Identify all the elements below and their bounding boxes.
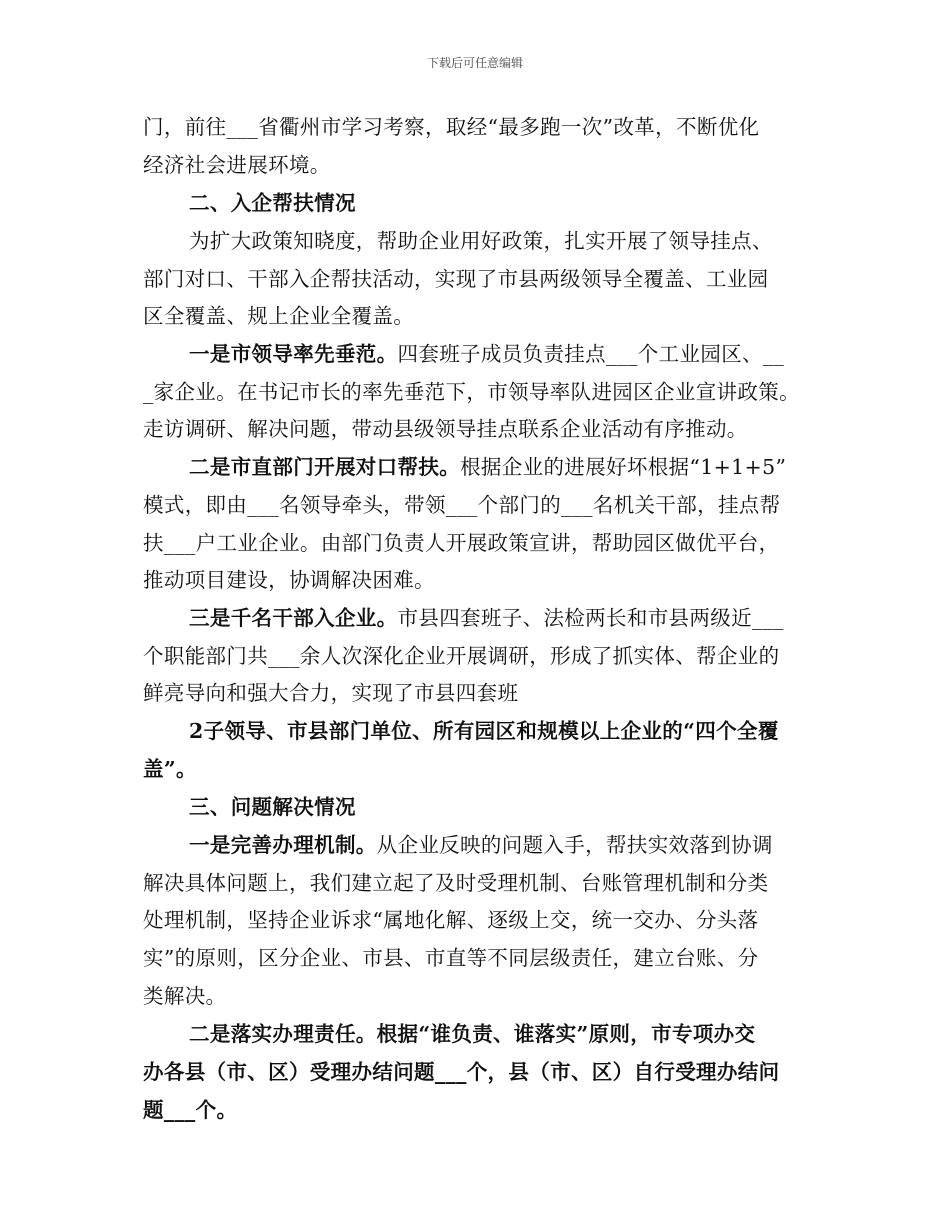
paragraph-line: 扶___户工业企业。由部门负责人开展政策宣讲，帮助园区做优平台，: [143, 531, 780, 555]
item-text: 市县四套班子、法检两长和市县两级近___: [397, 606, 784, 630]
item-lead: 一是市领导率先垂范。: [189, 342, 398, 366]
item-lead: 二是市直部门开展对口帮扶。: [189, 455, 461, 479]
paragraph-line: 解决具体问题上，我们建立起了及时受理机制、台账管理机制和分类: [143, 871, 769, 895]
paragraph-line: 推动项目建设，协调解决困难。: [143, 568, 435, 592]
paragraph-line: [189, 835, 773, 856]
paragraph-line: 实”的原则，区分企业、市县、市直等不同层级责任，建立台账、分: [143, 946, 759, 970]
paragraph-line: [189, 344, 784, 365]
paragraph-line: 区全覆盖、规上企业全覆盖。: [143, 304, 415, 328]
paragraph-line: 类解决。: [143, 984, 227, 1008]
item-text: 四套班子成员负责挂点___个工业园区、__: [397, 342, 785, 366]
section-heading: 三、问题解决情况: [189, 795, 356, 819]
paragraph-line: 部门对口、干部入企帮扶活动，实现了市县两级领导全覆盖、工业园: [143, 267, 769, 291]
paragraph-line: 为扩大政策知晓度，帮助企业用好政策，扎实开展了领导挂点、: [189, 229, 773, 253]
paragraph-line: 个职能部门共___余人次深化企业开展调研，形成了抓实体、帮企业的: [143, 644, 780, 668]
item-lead: 一是完善办理机制。: [189, 833, 377, 857]
paragraph-line: [189, 608, 784, 629]
item-lead: 三是千名干部入企业。: [189, 606, 398, 630]
paragraph-line: 二是落实办理责任。根据“谁负责、谁落实”原则，市专项办交: [189, 1022, 756, 1046]
paragraph-line: 处理机制，坚持企业诉求“属地化解、逐级上交，统一交办、分头落: [143, 908, 759, 932]
paragraph-line: 模式，即由___名领导牵头，带领___个部门的___名机关干部，挂点帮: [143, 493, 781, 517]
paragraph-line: 走访调研、解决问题，带动县级领导挂点联系企业活动有序推动。: [143, 417, 748, 441]
item-text: 从企业反映的问题入手，帮扶实效落到协调: [376, 833, 773, 857]
section-heading: 二、入企帮扶情况: [189, 191, 356, 215]
paragraph-line: 办各县（市、区）受理办结问题___个，县（市、区）自行受理办结问: [143, 1060, 780, 1084]
paragraph-line: 2子领导、市县部门单位、所有园区和规模以上企业的“四个全覆: [189, 719, 779, 743]
paragraph-line: 盖”。: [143, 757, 197, 781]
page-header: 下载后可任意编辑: [426, 56, 523, 70]
paragraph-line: [189, 457, 786, 478]
paragraph-line: 经济社会进展环境。: [143, 153, 331, 177]
paragraph-line: 鲜亮导向和强大合力，实现了市县四套班: [143, 681, 519, 705]
item-text: 根据企业的进展好坏根据“1+1+5”: [460, 455, 787, 479]
paragraph-line: 门，前往___省衢州市学习考察，取经“最多跑一次”改革，不断优化: [143, 115, 760, 139]
paragraph-line: 题___个。: [143, 1098, 238, 1122]
paragraph-line: _家企业。在书记市长的率先垂范下，市领导率队进园区企业宣讲政策。: [143, 380, 800, 404]
